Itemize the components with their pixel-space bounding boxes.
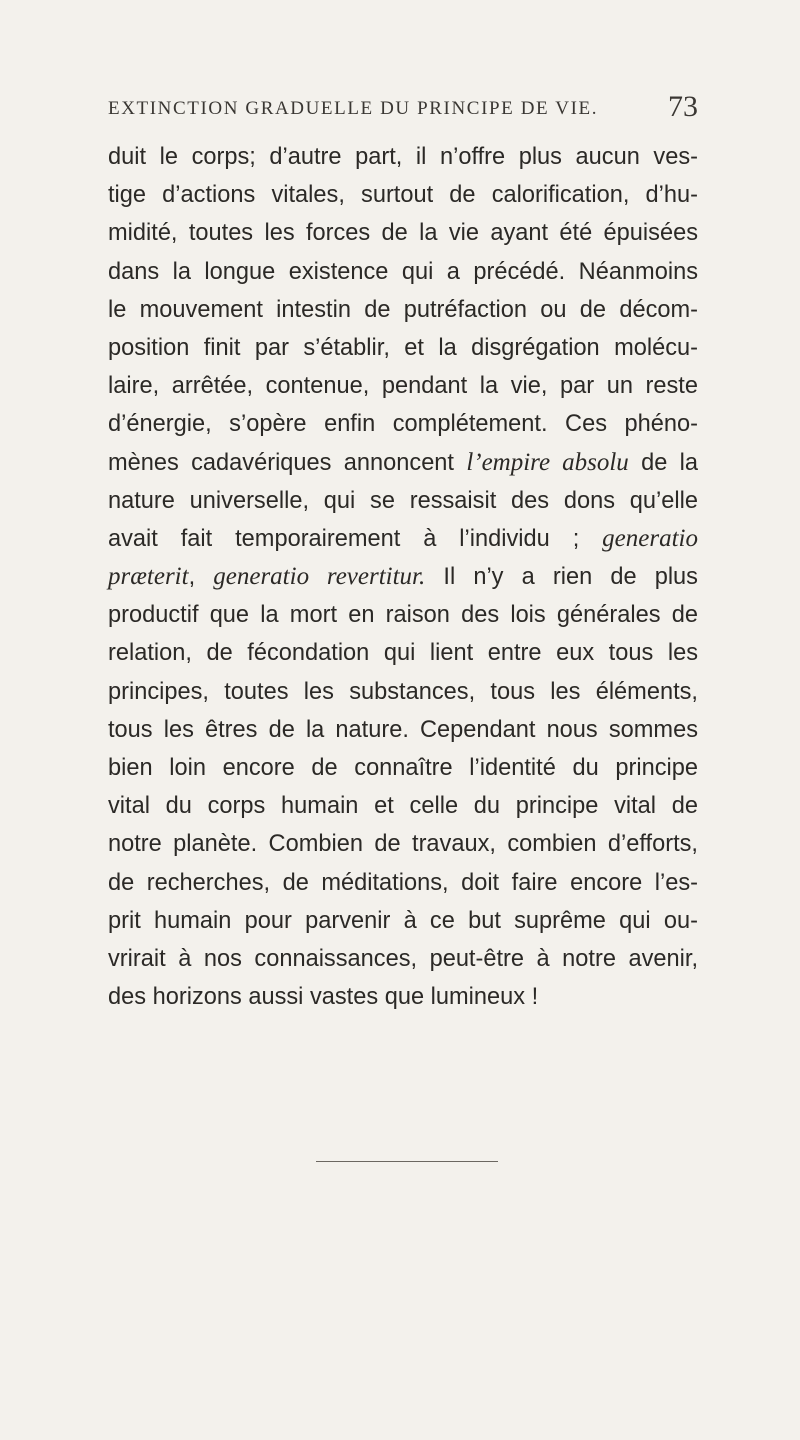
text-line: vrirait à nos connaissances, peut-être à notre avenir, <box>108 945 698 972</box>
text-line: dans la longue existence qui a précédé. Néanmoins <box>108 258 698 285</box>
italic-phrase: generatio <box>602 524 698 552</box>
text-line: relation, de fécondation qui lient entre eux tous les <box>108 640 698 667</box>
text-line <box>108 558 698 596</box>
text-line: d’énergie, s’opère enfin complétement. Ces phéno- <box>108 411 698 438</box>
text-line: tige d’actions vitales, surtout de calorification, d’hu- <box>108 182 698 209</box>
text-line: prit humain pour parvenir à ce but suprême qui ou- <box>108 907 698 934</box>
text-segment: mènes cadavériques annoncent <box>108 449 467 476</box>
page-number: 73 <box>668 90 698 123</box>
text-segment: avait fait temporairement à l’individu ; <box>108 525 603 552</box>
text-line: le mouvement intestin de putréfaction ou de décom- <box>108 296 698 323</box>
text-segment: Il n’y a rien de plus <box>425 564 698 591</box>
running-title: EXTINCTION GRADUELLE DU PRINCIPE DE VIE. <box>108 98 599 119</box>
text-line <box>108 520 698 558</box>
text-line: de recherches, de méditations, doit faire encore l’es- <box>108 869 698 896</box>
body-text <box>108 138 698 1016</box>
text-line: productif que la mort en raison des lois générales de <box>108 602 698 629</box>
italic-phrase: præterit <box>108 563 189 591</box>
text-line: bien loin encore de connaître l’identité du principe <box>108 755 698 781</box>
text-line: nature universelle, qui se ressaisit des dons qu’elle <box>108 487 698 514</box>
text-line: principes, toutes les substances, tous les éléments, <box>108 678 698 705</box>
text-line <box>108 444 698 482</box>
text-line: duit le corps; d’autre part, il n’offre plus aucun ves- <box>108 144 698 170</box>
text-line: des horizons aussi vastes que lumineux ! <box>108 984 539 1011</box>
text-segment: , <box>188 564 214 591</box>
text-line: notre planète. Combien de travaux, combien d’efforts, <box>108 831 698 858</box>
section-end-rule <box>316 1161 498 1162</box>
text-line: tous les êtres de la nature. Cependant nous sommes <box>108 716 698 743</box>
text-line: laire, arrêtée, contenue, pendant la vie, par un reste <box>108 373 698 400</box>
running-header <box>108 90 698 130</box>
italic-phrase: l’empire absolu <box>466 448 629 476</box>
italic-phrase: generatio revertitur. <box>213 563 426 591</box>
text-line: vital du corps humain et celle du principe vital de <box>108 793 698 820</box>
text-segment: de la <box>628 449 698 476</box>
text-line: midité, toutes les forces de la vie ayant été épuisées <box>108 220 698 247</box>
text-line: position finit par s’établir, et la disgrégation molécu- <box>108 334 698 361</box>
